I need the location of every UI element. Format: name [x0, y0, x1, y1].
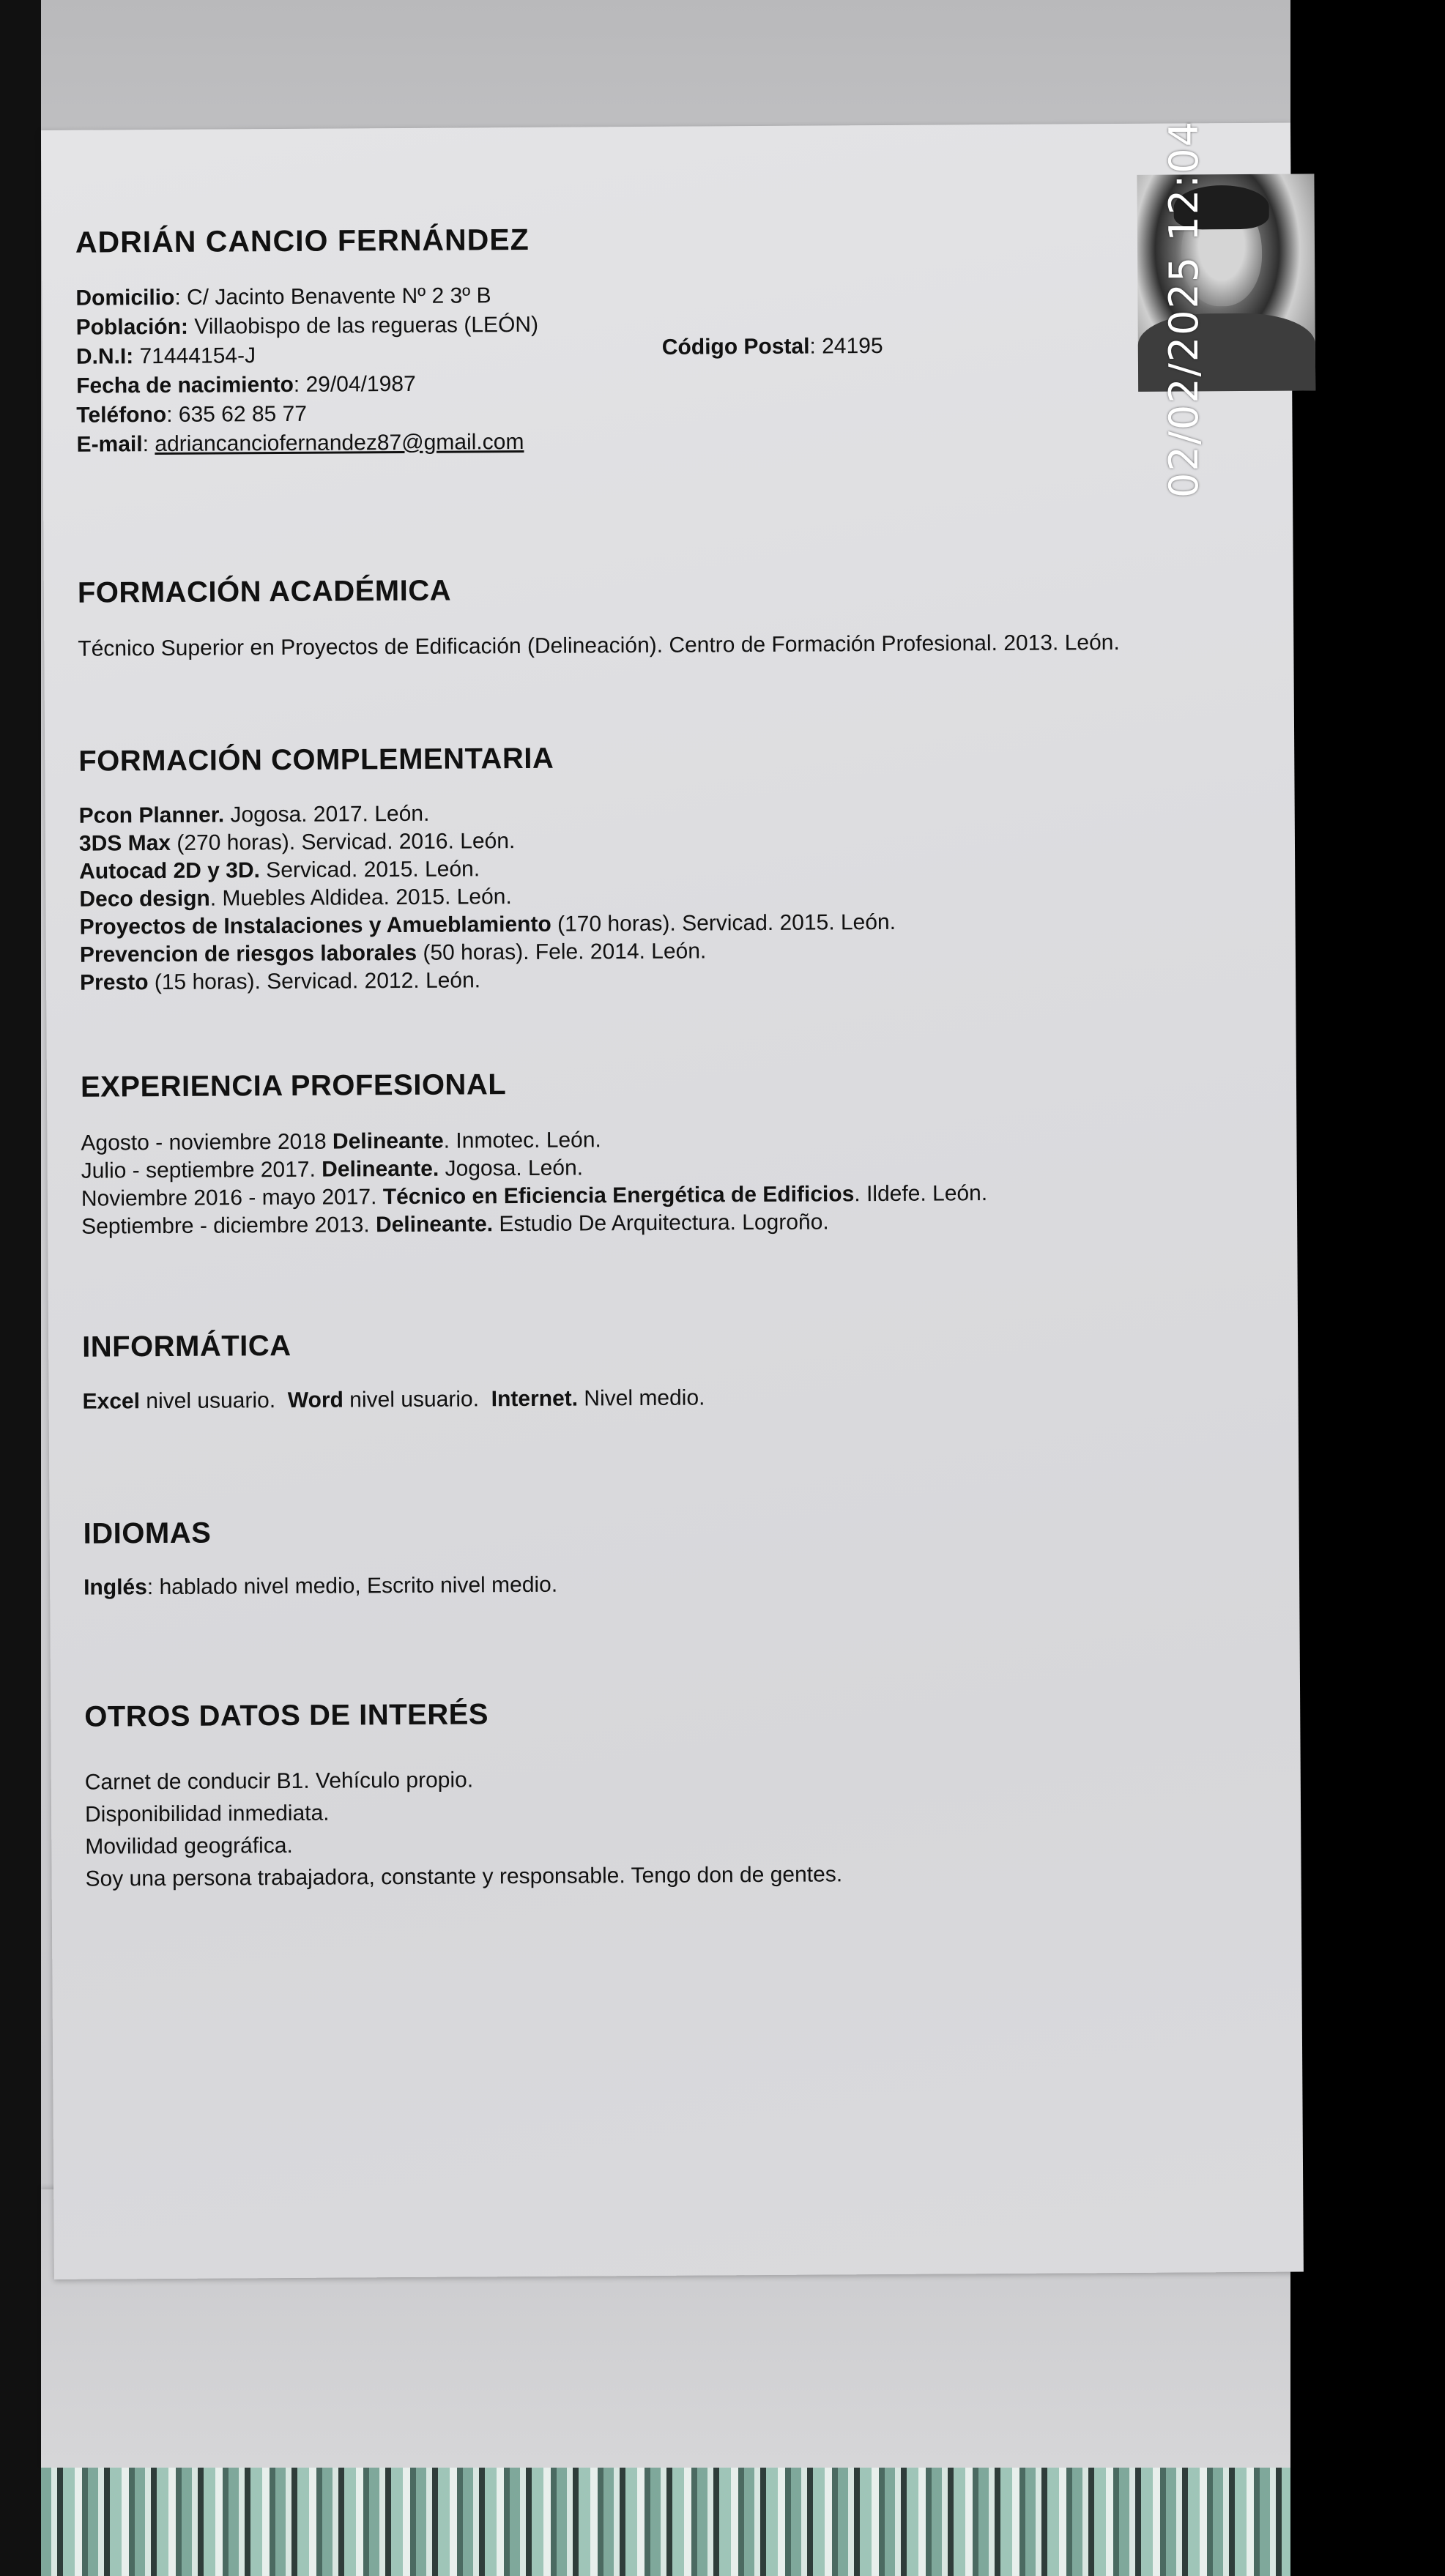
section-body-academica: [78, 629, 1120, 663]
course-item: Autocad 2D y 3D. Servicad. 2015. León.: [79, 857, 480, 884]
contact-row-email: E-mail: adriancanciofernandez87@gmail.com: [76, 429, 524, 457]
photo-timestamp: 02/02/2025 12:04: [1161, 119, 1207, 498]
job-item: Noviembre 2016 - mayo 2017. Técnico en Eficiencia Energética de Edificios. Ildefe. León.: [81, 1181, 988, 1211]
course-item: Deco design. Muebles Aldidea. 2015. León.: [79, 885, 512, 912]
section-title-complementaria: FORMACIÓN COMPLEMENTARIA: [78, 742, 554, 778]
contact-row-nacimiento: Fecha de nacimiento: 29/04/1987: [76, 371, 416, 398]
other-info-line: Carnet de conducir B1. Vehículo propio.: [84, 1768, 474, 1795]
section-body-experiencia: [81, 1124, 987, 1241]
course-item: 3DS Max (270 horas). Servicad. 2016. León.: [78, 829, 516, 856]
contact-row-dni: D.N.I: 71444154-J: [75, 343, 256, 369]
job-item: Septiembre - diciembre 2013. Delineante. Estudio De Arquitectura. Logroño.: [81, 1210, 829, 1239]
other-info-line: Soy una persona trabajadora, constante y responsable. Tengo don de gentes.: [85, 1862, 843, 1891]
section-body-informatica: [82, 1384, 705, 1415]
section-body-otros: [85, 1762, 843, 1895]
email-link[interactable]: adriancanciofernandez87@gmail.com: [155, 429, 524, 457]
course-item: Prevencion de riesgos laborales (50 horas). Fele. 2014. León.: [79, 939, 707, 967]
section-title-experiencia: EXPERIENCIA PROFESIONAL: [80, 1068, 507, 1103]
section-body-complementaria: [79, 797, 896, 997]
job-item: Agosto - noviembre 2018 Delineante. Inmotec. León.: [81, 1128, 601, 1155]
striped-fabric: [41, 2468, 1290, 2576]
section-title-academica: FORMACIÓN ACADÉMICA: [77, 574, 452, 609]
course-item: Presto (15 horas). Servicad. 2012. León.: [80, 968, 481, 995]
section-title-informatica: INFORMÁTICA: [82, 1329, 291, 1363]
skills-line: Excel nivel usuario. Word nivel usuario. Internet. Nivel medio.: [82, 1385, 705, 1414]
course-item: Pcon Planner. Jogosa. 2017. León.: [78, 801, 430, 828]
job-item: Julio - septiembre 2017. Delineante. Jogosa. León.: [81, 1155, 584, 1183]
cv-paper: [41, 123, 1304, 2279]
section-title-idiomas: IDIOMAS: [83, 1516, 212, 1550]
postal-code: Código Postal: 24195: [661, 333, 883, 360]
academica-line: Técnico Superior en Proyectos de Edificación (Delineación). Centro de Formación Profesional. 2013. León.: [78, 630, 1120, 661]
section-body-idiomas: [83, 1571, 557, 1602]
other-info-line: Movilidad geográfica.: [85, 1833, 293, 1859]
contact-row-poblacion: Población: Villaobispo de las regueras (LEÓN): [75, 312, 539, 340]
contact-row-domicilio: Domicilio: C/ Jacinto Benavente Nº 2 3º B: [75, 283, 491, 310]
language-line: Inglés: hablado nivel medio, Escrito nivel medio.: [83, 1572, 558, 1600]
cv-name: ADRIÁN CANCIO FERNÁNDEZ: [75, 222, 530, 259]
contact-row-telefono: Teléfono: 635 62 85 77: [76, 401, 308, 428]
section-title-otros: OTROS DATOS DE INTERÉS: [84, 1698, 489, 1733]
contact-block: [75, 281, 539, 460]
left-dark-edge: [0, 0, 41, 2576]
course-item: Proyectos de Instalaciones y Amueblamiento (170 horas). Servicad. 2015. León.: [79, 909, 896, 939]
other-info-line: Disponibilidad inmediata.: [84, 1801, 330, 1827]
